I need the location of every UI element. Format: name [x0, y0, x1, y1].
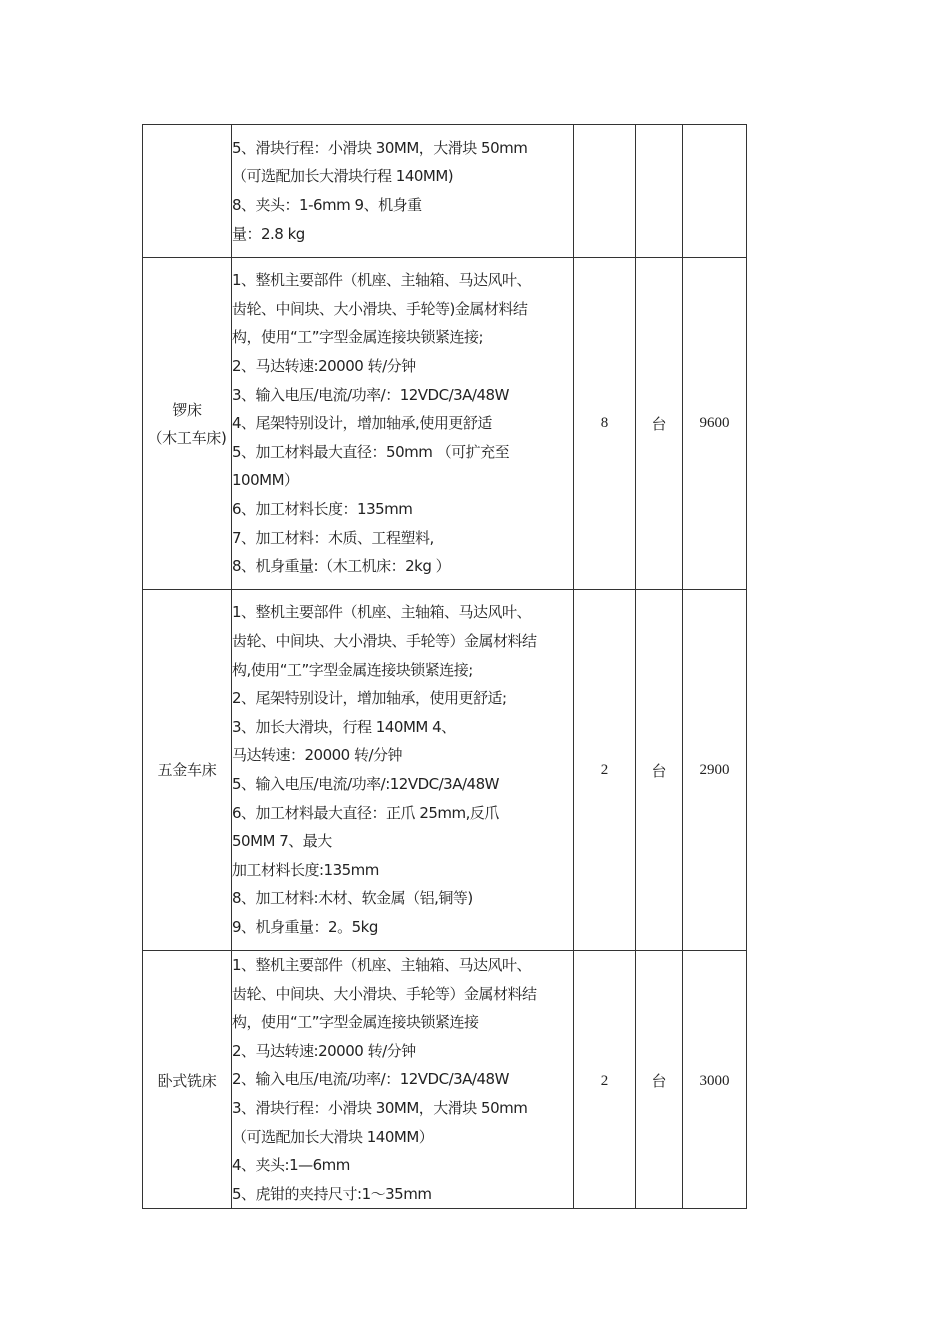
quantity-cell: [574, 951, 636, 1209]
table-row: [143, 590, 747, 951]
spec-line: 8、夹头：1-6mm 9、机身重: [232, 196, 422, 214]
spec-line: 马达转速：20000 转/分钟: [232, 746, 403, 765]
table-row: [143, 258, 747, 590]
spec-line: 5、滑块行程：小滑块 30MM，大滑块 50mm: [232, 138, 528, 157]
spec-lines: [232, 951, 573, 1208]
spec-lines: [232, 598, 573, 941]
spec-line: 齿轮、中间块、大小滑块、手轮等）金属材料结: [232, 632, 537, 651]
spec-line: （可选配加长大滑块行程 140MM): [232, 167, 454, 186]
unit-cell: 台: [636, 590, 683, 951]
price-cell: [683, 951, 747, 1209]
spec-line: 4、尾架特别设计，增加轴承,使用更舒适: [232, 414, 492, 433]
spec-line: 8、加工材料:木材、软金属（铝,铜等): [232, 889, 473, 908]
spec-line: 3、滑块行程：小滑块 30MM，大滑块 50mm: [232, 1098, 528, 1117]
item-spec-cell: [232, 951, 574, 1209]
spec-line: 6、加工材料长度：135mm: [232, 499, 413, 518]
unit-cell: [636, 125, 683, 258]
spec-line: 构，使用“工”字型金属连接块锁紧连接: [232, 1013, 479, 1032]
price-cell: 9600: [683, 258, 747, 590]
spec-line: 加工材料长度:135mm: [232, 860, 379, 879]
quantity-cell: [574, 125, 636, 258]
spec-line: 7、加工材料：木质、工程塑料,: [232, 528, 434, 547]
item-name-line: 卧式铣床: [157, 1072, 217, 1091]
item-spec-cell: [232, 125, 574, 258]
unit-cell: [636, 951, 683, 1209]
spec-line: 齿轮、中间块、大小滑块、手轮等)金属材料结: [232, 299, 528, 318]
price-cell: [683, 125, 747, 258]
spec-line: 2、马达转速:20000 转/分钟: [232, 1041, 416, 1060]
spec-line: 5、虎钳的夹持尺寸:1～35mm: [232, 1184, 432, 1203]
spec-line: 100MM）: [232, 471, 299, 490]
equipment-spec-table: [142, 124, 747, 1209]
item-name-cell: [143, 590, 232, 951]
spec-line: 2、输入电压/电流/功率/：12VDC/3A/48W: [232, 1070, 509, 1089]
spec-line: 量：2.8 kg: [232, 224, 305, 243]
spec-line: 1、整机主要部件（机座、主轴箱、马达风叶、: [232, 271, 532, 290]
item-name-line: 五金车床: [157, 761, 217, 779]
spec-line: 6、加工材料最大直径：正爪 25mm,反爪: [232, 803, 499, 822]
unit-cell: 台: [636, 258, 683, 590]
item-name-cell: [143, 258, 232, 590]
quantity-value: 2: [600, 1073, 609, 1090]
quantity-cell: 8: [574, 258, 636, 590]
item-spec-cell: [232, 258, 574, 590]
spec-line: 构，使用“工”字型金属连接块锁紧连接;: [232, 328, 484, 347]
price-value: 3000: [699, 1073, 730, 1090]
spec-lines: [232, 134, 573, 248]
item-spec-cell: [232, 590, 574, 951]
spec-line: 构,使用“工”字型金属连接块锁紧连接;: [232, 660, 473, 679]
spec-line: 齿轮、中间块、大小滑块、手轮等）金属材料结: [232, 984, 537, 1003]
spec-line: 3、加长大滑块，行程 140MM 4、: [232, 717, 456, 736]
quantity-cell: 2: [574, 590, 636, 951]
spec-line: 5、加工材料最大直径：50mm （可扩充至: [232, 442, 510, 461]
item-name-cell: [143, 951, 232, 1209]
table-row: [143, 125, 747, 258]
item-name-line: （木工车床): [147, 428, 227, 447]
spec-line: 1、整机主要部件（机座、主轴箱、马达风叶、: [232, 603, 532, 622]
spec-line: 5、输入电压/电流/功率/:12VDC/3A/48W: [232, 775, 499, 793]
spec-line: 3、输入电压/电流/功率/：12VDC/3A/48W: [232, 385, 509, 404]
item-name-line: 锣床: [172, 400, 202, 419]
spec-lines: [232, 266, 573, 581]
price-cell: 2900: [683, 590, 747, 951]
spec-line: 4、夹头:1—6mm: [232, 1156, 350, 1175]
table-row: [143, 951, 747, 1209]
spec-line: （可选配加长大滑块 140MM）: [232, 1127, 434, 1146]
item-name-cell: [143, 125, 232, 258]
spec-line: 50MM 7、最大: [232, 832, 332, 851]
spec-line: 9、机身重量：2。5kg: [232, 917, 378, 936]
spec-line: 2、尾架特别设计，增加轴承，使用更舒适;: [232, 689, 507, 708]
unit-value: 台: [651, 1072, 667, 1091]
spec-line: 1、整机主要部件（机座、主轴箱、马达风叶、: [232, 956, 532, 974]
spec-line: 2、马达转速:20000 转/分钟: [232, 357, 416, 376]
spec-line: 8、机身重量:（木工机床：2kg ）: [232, 557, 451, 576]
